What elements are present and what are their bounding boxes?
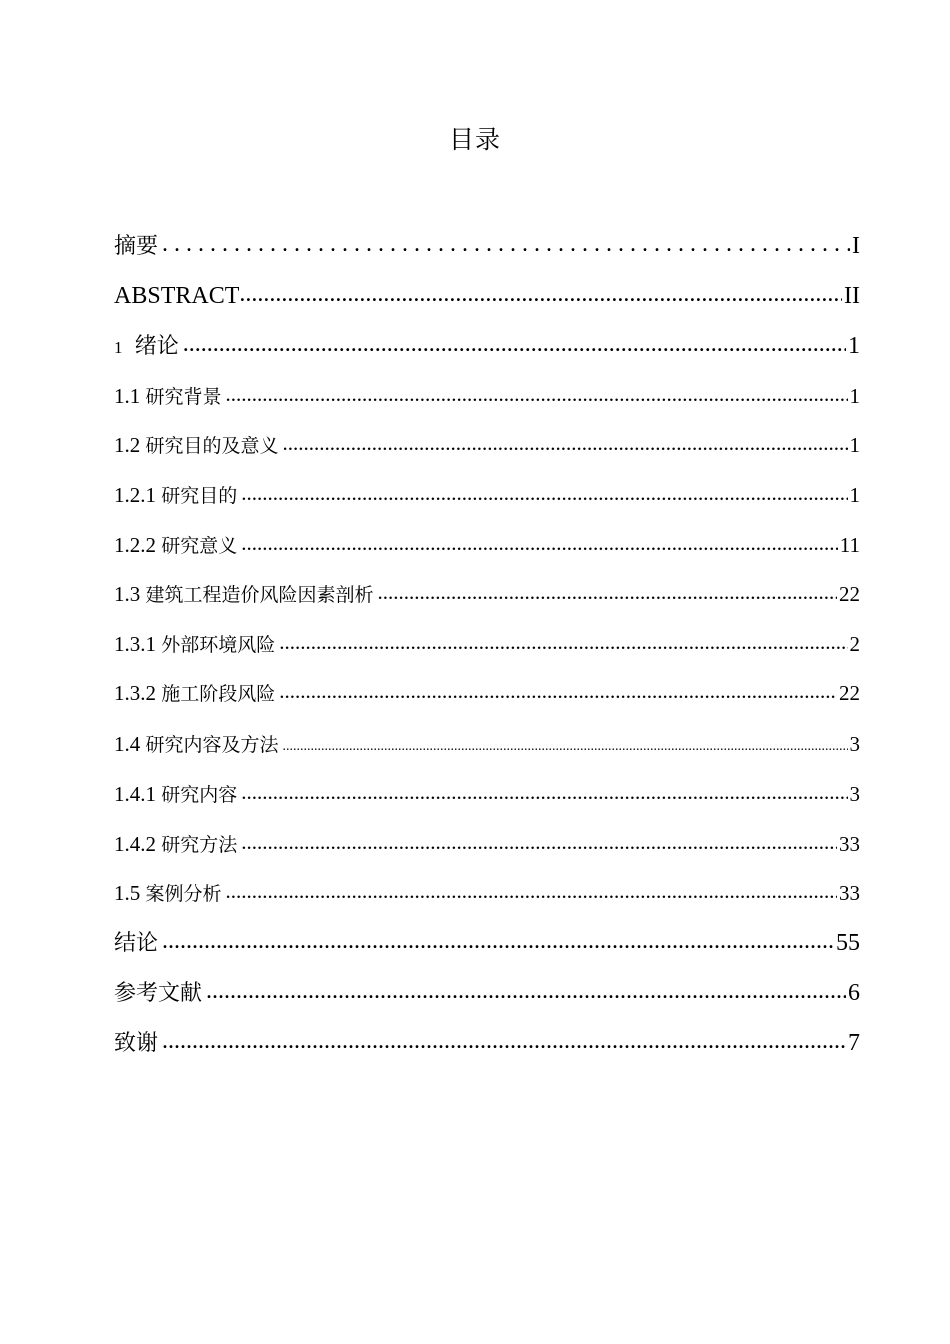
toc-entry-number: 1.1 <box>114 384 146 408</box>
toc-page-number: 1 <box>849 483 860 507</box>
toc-entry-number: 1.4.2 <box>114 832 162 856</box>
toc-entry-title: 研究背景 <box>145 386 222 408</box>
toc-page-number: 33 <box>839 832 860 856</box>
toc-entry-1-3-2[interactable] <box>114 664 860 704</box>
page-title: 目录 <box>448 125 501 154</box>
toc-leader-dots <box>241 782 847 805</box>
toc-leader-dots <box>283 433 848 456</box>
toc-leader-dots <box>162 232 850 258</box>
toc-entry-abstract-cn[interactable] <box>114 218 860 258</box>
toc-entry-acknowledgements[interactable] <box>114 1015 860 1055</box>
toc-entry-title: 研究目的 <box>161 485 238 507</box>
toc-entry-title: 案例分析 <box>145 883 222 905</box>
toc-entry-1-1[interactable] <box>114 367 860 407</box>
toc-leader-dots <box>239 282 842 308</box>
toc-page-number: 3 <box>849 732 860 756</box>
toc-entry-number: 1 <box>114 338 127 357</box>
toc-entry-title: 研究方法 <box>161 834 238 856</box>
toc-page-number: 22 <box>839 582 860 606</box>
toc-leader-dots <box>162 929 834 955</box>
toc-leader-dots <box>378 582 837 605</box>
toc-page-number: 3 <box>849 782 860 806</box>
toc-page-number: 1 <box>849 433 860 457</box>
toc-leader-dots <box>226 384 848 407</box>
toc-entry-1-5[interactable] <box>114 864 860 904</box>
toc-entry-1-2[interactable] <box>114 416 860 456</box>
toc-entry-title: 参考文献 <box>114 981 203 1006</box>
toc-entry-title: 研究目的及意义 <box>145 435 279 457</box>
toc-page-number: 55 <box>836 930 860 956</box>
toc-entry-title: 研究内容 <box>161 784 238 806</box>
toc-leader-dots <box>279 632 847 655</box>
toc-page-number: 7 <box>848 1030 860 1056</box>
toc-entry-1-4[interactable] <box>114 715 860 755</box>
toc-entry-number: 1.2.1 <box>114 483 162 507</box>
toc-entry-title: 结论 <box>114 931 159 956</box>
toc-entry-title: 研究内容及方法 <box>145 734 279 756</box>
toc-entry-abstract-en[interactable] <box>114 268 860 308</box>
toc-entry-references[interactable] <box>114 965 860 1005</box>
toc-entry-number: 1.5 <box>114 881 146 905</box>
toc-leader-dots <box>241 533 838 556</box>
toc-entry-1-4-1[interactable] <box>114 765 860 805</box>
toc-entry-1-4-2[interactable] <box>114 815 860 855</box>
toc-entry-chapter-1[interactable] <box>114 318 860 358</box>
toc-leader-dots <box>241 483 847 506</box>
toc-leader-dots <box>279 681 837 704</box>
toc-entry-number: 1.3 <box>114 582 146 606</box>
toc-entry-1-3[interactable] <box>114 565 860 605</box>
toc-entry-title: 摘要 <box>114 234 159 259</box>
toc-entry-title: 建筑工程造价风险因素剖析 <box>145 584 374 606</box>
toc-entry-number: 1.3.2 <box>114 681 162 705</box>
toc-page-number: 1 <box>848 333 860 359</box>
toc-leader-dots <box>183 332 846 358</box>
toc-entry-number: 1.4 <box>114 732 146 756</box>
toc-page-number: I <box>852 233 860 259</box>
toc-entry-1-3-1[interactable] <box>114 615 860 655</box>
toc-entry-title: 外部环境风险 <box>161 634 276 656</box>
toc-page-number: 11 <box>839 533 860 557</box>
toc-entry-title: 施工阶段风险 <box>161 683 276 705</box>
toc-entry-1-2-1[interactable] <box>114 466 860 506</box>
toc-entry-title: 致谢 <box>114 1031 159 1056</box>
toc-entry-title: 研究意义 <box>161 535 238 557</box>
toc-page-number: 33 <box>839 881 860 905</box>
toc-leader-dots <box>226 881 837 904</box>
toc-entry-number: 1.3.1 <box>114 632 162 656</box>
toc-entry-number: 1.2.2 <box>114 533 162 557</box>
toc-entry-number: 1.4.1 <box>114 782 162 806</box>
toc-page-number: 6 <box>848 980 860 1006</box>
toc-entry-title: ABSTRACT <box>114 283 240 309</box>
toc-page-number: II <box>844 283 860 309</box>
toc-page-number: 1 <box>849 384 860 408</box>
toc-leader-dots <box>283 740 848 755</box>
toc-leader-dots <box>241 832 837 855</box>
toc-leader-dots <box>162 1029 846 1055</box>
toc-entry-1-2-2[interactable] <box>114 516 860 556</box>
toc-entry-title: 绪论 <box>134 334 179 359</box>
toc-entry-number: 1.2 <box>114 433 146 457</box>
toc-leader-dots <box>206 979 846 1005</box>
toc-page-number: 22 <box>839 681 860 705</box>
toc-entry-conclusion[interactable] <box>114 915 860 955</box>
toc-page-number: 2 <box>849 632 860 656</box>
